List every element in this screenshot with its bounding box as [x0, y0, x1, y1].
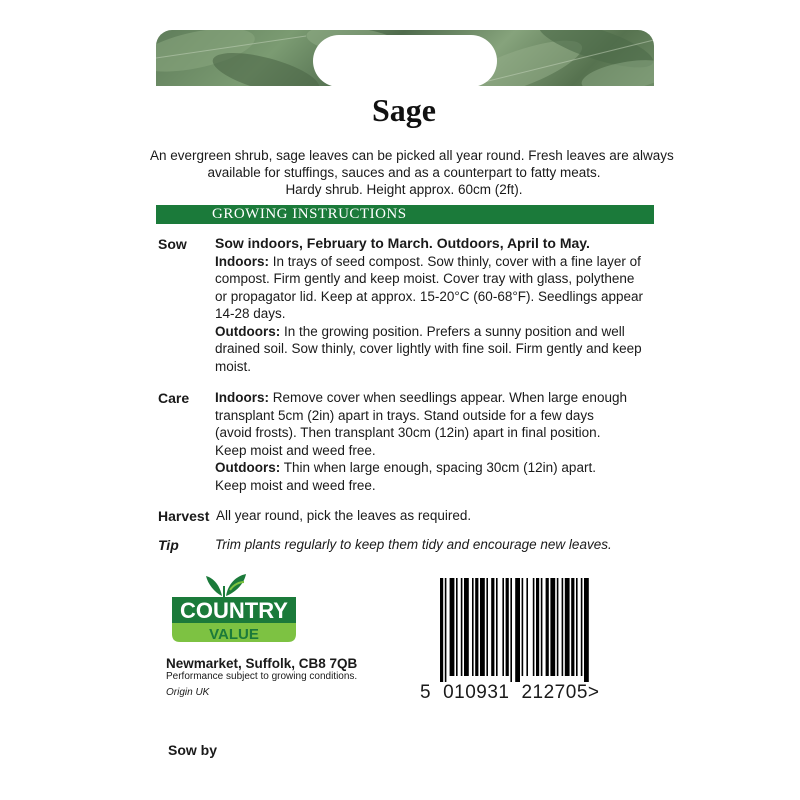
barcode-bar: [506, 578, 509, 676]
sow-outdoors-line: drained soil. Sow thinly, cover lightly with fine soil. Firm gently and keep: [215, 341, 642, 356]
care-indoors-line: Keep moist and weed free.: [215, 442, 376, 458]
description-line: available for stuffings, sauces and as a counterpart to fatty meats.: [207, 165, 601, 180]
section-heading: GROWING INSTRUCTIONS: [212, 206, 407, 222]
barcode-bar: [581, 578, 583, 676]
barcode: [440, 578, 630, 682]
indoors-label: Indoors:: [215, 253, 269, 269]
barcode-bar: [464, 578, 469, 676]
performance-disclaimer: Performance subject to growing conditions.: [166, 671, 358, 682]
care-indoors-line: (avoid frosts). Then transplant 30cm (12in) apart in final position.: [215, 425, 601, 440]
sow-instructions: [215, 235, 655, 375]
care-indoors-line: Indoors: Remove cover when seedlings appear. When large enough: [215, 390, 627, 405]
barcode-bar: [475, 578, 478, 676]
barcode-bar: [510, 578, 512, 682]
svg-text:VALUE: VALUE: [209, 626, 259, 643]
sprout-icon: [206, 574, 246, 598]
barcode-bar: [533, 578, 535, 676]
care-indoors-line: transplant 5cm (2in) apart in trays. Stand outside for a few days: [215, 407, 594, 423]
sow-indoors-line: Indoors: In trays of seed compost. Sow thinly, cover with a fine layer of: [215, 253, 641, 269]
barcode-bar: [562, 578, 564, 676]
barcode-bar: [461, 578, 463, 676]
barcode-bar: [486, 578, 488, 676]
sow-indoors-line: compost. Firm gently and keep moist. Cover tray with glass, polythene: [215, 271, 635, 286]
barcode-bar: [536, 578, 539, 676]
country-value-logo: [170, 572, 298, 644]
section-heading-bar: [156, 205, 654, 224]
barcode-bar: [502, 578, 504, 676]
svg-text:COUNTRY: COUNTRY: [180, 598, 288, 623]
outdoors-label: Outdoors:: [215, 460, 281, 475]
product-title: Sage: [372, 92, 436, 128]
barcode-bar: [526, 578, 528, 676]
tip-text: Trim plants regularly to keep them tidy and encourage new leaves.: [215, 537, 612, 552]
barcode-bar: [571, 578, 574, 676]
indoors-label: Indoors:: [215, 390, 269, 405]
sow-indoors-line: or propagator lid. Keep at approx. 15-20°C (60-68°F). Seedlings appear: [215, 288, 644, 304]
barcode-right-group: 212705: [521, 682, 588, 703]
sow-outdoors-line: moist.: [215, 358, 252, 374]
barcode-end-mark: >: [587, 682, 600, 703]
description-line: An evergreen shrub, sage leaves can be picked all year round. Fresh leaves are always: [150, 148, 674, 163]
hanging-hole: [313, 35, 497, 87]
barcode-bar: [445, 578, 447, 682]
care-outdoors-line: Keep moist and weed free.: [215, 477, 376, 493]
barcode-first-digit: 5: [420, 682, 432, 703]
barcode-bar: [541, 578, 543, 676]
barcode-bar: [515, 578, 520, 682]
company-address: Newmarket, Suffolk, CB8 7QB: [166, 656, 358, 671]
barcode-bar: [584, 578, 589, 682]
care-instructions: [215, 389, 655, 494]
description-line: Hardy shrub. Height approx. 60cm (2ft).: [285, 182, 523, 197]
sow-headline: Sow indoors, February to March. Outdoors, April to May.: [215, 235, 590, 251]
barcode-bar: [576, 578, 578, 676]
barcode-bar: [557, 578, 559, 676]
barcode-bar: [522, 578, 524, 676]
care-label: Care: [158, 390, 190, 406]
barcode-bar: [550, 578, 555, 676]
sow-outdoors-line: Outdoors: In the growing position. Prefers a sunny position and well: [215, 323, 625, 339]
sow-indoors-line: 14-28 days.: [215, 306, 286, 321]
barcode-number: [420, 682, 600, 704]
barcode-bar: [456, 578, 458, 676]
barcode-bar: [565, 578, 570, 676]
sow-label: Sow: [158, 236, 187, 252]
barcode-bar: [496, 578, 498, 676]
barcode-left-group: 010931: [443, 682, 510, 703]
barcode-bar: [546, 578, 549, 676]
barcode-bar: [480, 578, 485, 676]
barcode-bar: [450, 578, 455, 676]
tip-label: Tip: [158, 537, 179, 553]
origin-label: Origin UK: [166, 687, 210, 698]
harvest-text: All year round, pick the leaves as required.: [216, 508, 472, 523]
outdoors-label: Outdoors:: [215, 323, 281, 339]
harvest-label: Harvest: [158, 508, 210, 524]
sow-by-label: Sow by: [168, 742, 218, 758]
barcode-bar: [440, 578, 443, 682]
barcode-bar: [472, 578, 474, 676]
barcode-bar: [491, 578, 494, 676]
care-outdoors-line: Outdoors: Thin when large enough, spacing 30cm (12in) apart.: [215, 460, 596, 475]
product-description: [150, 147, 674, 198]
